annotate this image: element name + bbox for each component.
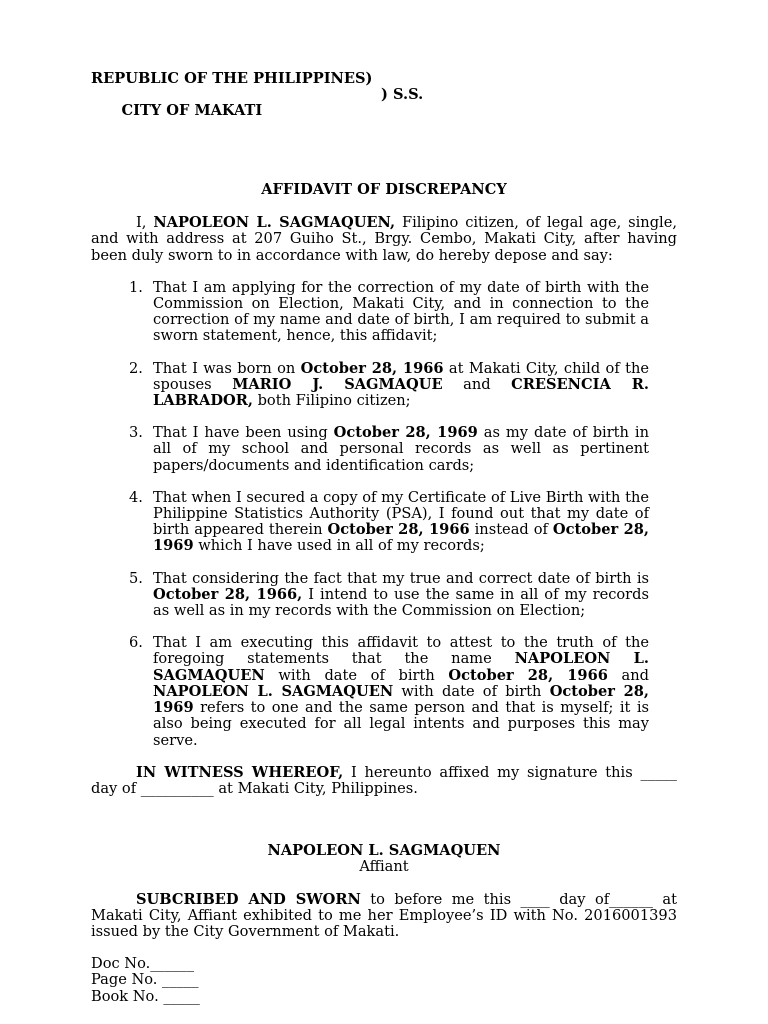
signatory-name: NAPOLEON L. SAGMAQUEN xyxy=(267,842,501,860)
item-bold: NAPOLEON L. SAGMAQUEN xyxy=(153,682,394,700)
item-text: which I have used in all of my records; xyxy=(193,537,485,555)
page-number: Page No. _____ xyxy=(91,971,199,989)
affiant-name: NAPOLEON L. SAGMAQUEN, xyxy=(153,214,396,232)
item-text: That I was born on xyxy=(153,359,301,377)
item-text: with date of birth xyxy=(264,666,449,684)
item-text: I intend to use the same in all of my records as well as in my records with the Commission on Election; xyxy=(153,585,649,620)
item-text: and xyxy=(607,666,649,684)
document-title: AFFIDAVIT OF DISCREPANCY xyxy=(261,181,507,199)
statement-list xyxy=(91,280,677,749)
item-text: with date of birth xyxy=(393,682,550,700)
caption-block xyxy=(91,71,677,152)
item-text: both Filipino citizen; xyxy=(252,392,411,410)
caption-ss: ) S.S. xyxy=(381,86,424,104)
item-text: and xyxy=(442,375,512,393)
list-item xyxy=(91,280,677,345)
doc-number: Doc No.______ xyxy=(91,955,195,973)
item-number: 1. xyxy=(129,278,143,296)
list-item xyxy=(91,571,677,620)
witness-bold: IN WITNESS WHEREOF, xyxy=(136,763,344,781)
list-item xyxy=(91,635,677,748)
item-bold: NAPOLEON L. SAGMAQUEN xyxy=(153,650,649,684)
affidavit-document xyxy=(91,71,677,1005)
item-text: instead of xyxy=(469,521,553,539)
item-bold: October 28, 1966, xyxy=(153,585,303,603)
item-text: That I am applying for the correction of my date of birth with the Commission on Election, Makati City, and in connection to the correction of my name and date of birth, I am required to submit a sworn statement, hence, this affidavit; xyxy=(153,278,649,345)
item-number: 5. xyxy=(129,569,143,587)
item-number: 4. xyxy=(129,488,143,506)
item-number: 3. xyxy=(129,424,143,442)
item-text: refers to one and the same person and that is myself; it is also being executed for all legal intents and purposes this may serve. xyxy=(153,699,649,749)
intro-paragraph xyxy=(91,215,677,264)
item-text: That when I secured a copy of my Certificate of Live Birth with the Philippine Statistics Authority (PSA), I found out that my date of birth appeared therein xyxy=(153,488,649,539)
item-bold: October 28, 1969 xyxy=(153,682,649,717)
item-number: 2. xyxy=(129,359,143,377)
signatory-role: Affiant xyxy=(359,858,409,876)
caption-city: CITY OF MAKATI xyxy=(121,102,263,120)
item-text: That I am executing this affidavit to attest to the truth of the foregoing statements that the name xyxy=(153,634,649,668)
item-number: 6. xyxy=(129,634,143,652)
witness-paragraph xyxy=(91,765,677,797)
item-bold: MARIO J. SAGMAQUE xyxy=(232,375,443,393)
list-item xyxy=(91,490,677,555)
book-number: Book No. _____ xyxy=(91,987,200,1005)
item-bold: CRESENCIA R. LABRADOR, xyxy=(153,375,649,410)
notarial-numbers xyxy=(91,956,677,1005)
item-text: That I have been using xyxy=(153,424,334,442)
item-bold: October 28, 1969 xyxy=(333,424,478,442)
item-bold: October 28, 1966 xyxy=(300,359,444,377)
item-text: That considering the fact that my true and correct date of birth is xyxy=(153,569,649,587)
signature-block xyxy=(91,843,677,875)
jurat-bold: SUBCRIBED AND SWORN xyxy=(136,890,361,908)
item-text: as my date of birth in all of my school and personal records as well as pertinent papers/documents and identification cards; xyxy=(153,424,649,474)
jurat-text: to before me this ____ day of______ at Makati City, Affiant exhibited to me her Employee’s ID with No. 2016001393 issued by the City Government of Makati. xyxy=(91,890,677,940)
item-text: at Makati City, child of the spouses xyxy=(153,359,650,393)
item-bold: October 28, 1969 xyxy=(153,521,649,555)
witness-text: I hereunto affixed my signature this _____ day of __________ at Makati City, Philippines. xyxy=(91,763,677,797)
intro-lead: I, xyxy=(136,214,154,232)
item-bold: October 28, 1966 xyxy=(327,521,470,539)
caption-republic: REPUBLIC OF THE PHILIPPINES) xyxy=(91,70,373,87)
caption-city-line xyxy=(91,87,677,152)
jurat-paragraph xyxy=(91,892,677,941)
item-bold: October 28, 1966 xyxy=(448,666,608,684)
list-item xyxy=(91,425,677,474)
intro-text: Filipino citizen, of legal age, single, and with address at 207 Guiho St., Brgy. Cembo, Makati City, after having been duly sworn to in accordance with law, do hereby depose and say: xyxy=(91,214,677,264)
list-item xyxy=(91,361,677,410)
